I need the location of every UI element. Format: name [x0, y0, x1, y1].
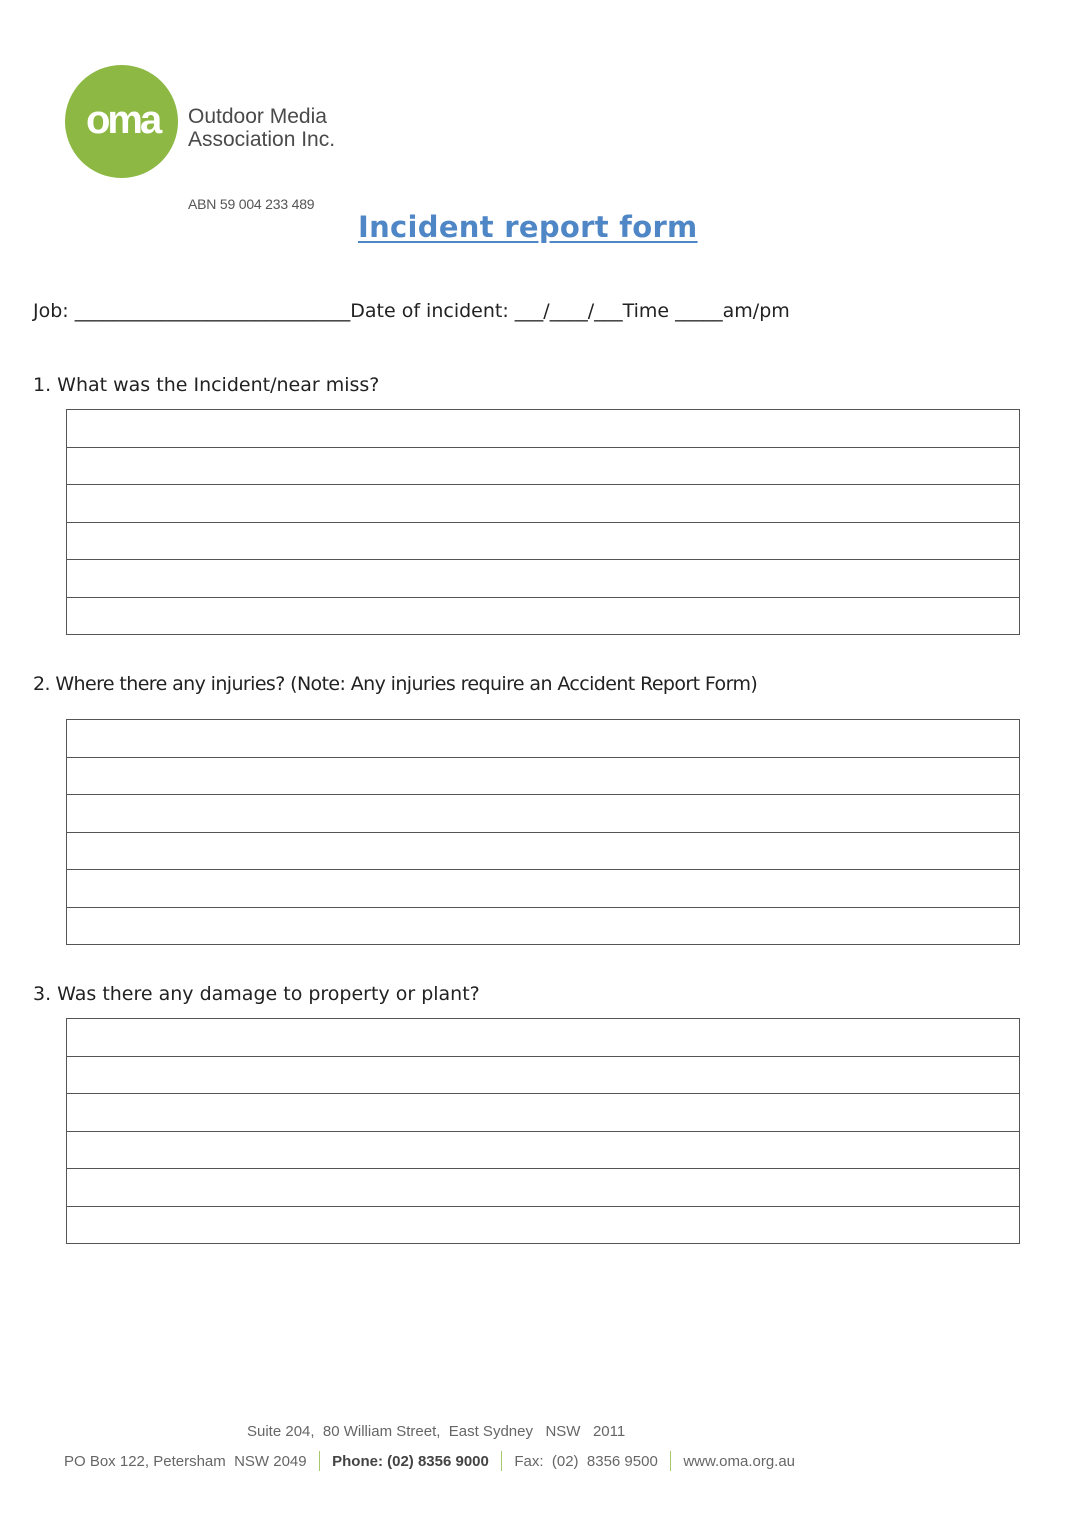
divider — [319, 1451, 321, 1471]
footer-contact-line — [64, 1451, 795, 1471]
ampm-label: am/pm — [722, 300, 790, 322]
footer-website-link[interactable]: www.oma.org.au — [683, 1452, 796, 1470]
answer-line[interactable] — [67, 598, 1019, 636]
answer-line[interactable] — [67, 908, 1019, 946]
header-fields-line — [33, 300, 790, 322]
question-3-label: 3. Was there any damage to property or plant? — [33, 983, 480, 1005]
time-label: Time — [622, 300, 670, 322]
question-2-label: 2. Where there any injuries? (Note: Any injuries require an Accident Report Form) — [33, 673, 758, 695]
time-field[interactable]: _____ — [675, 300, 723, 322]
question-2-answer-box[interactable] — [66, 719, 1020, 945]
footer-po-box: PO Box 122, Petersham NSW 2049 — [64, 1452, 307, 1470]
answer-line[interactable] — [67, 1019, 1019, 1057]
answer-line[interactable] — [67, 833, 1019, 871]
answer-line[interactable] — [67, 1169, 1019, 1207]
job-field[interactable]: _____________________________ — [74, 300, 351, 322]
abn-number: ABN 59 004 233 489 — [188, 196, 315, 212]
answer-line[interactable] — [67, 448, 1019, 486]
footer-phone: Phone: (02) 8356 9000 — [332, 1452, 489, 1470]
answer-line[interactable] — [67, 410, 1019, 448]
organization-name — [188, 105, 335, 151]
question-1-answer-box[interactable] — [66, 409, 1020, 635]
organization-name-line1: Outdoor Media — [188, 105, 327, 128]
divider — [670, 1451, 672, 1471]
question-3-answer-box[interactable] — [66, 1018, 1020, 1244]
page-title: Incident report form — [358, 210, 698, 244]
date-field[interactable]: ___/____/___ — [514, 300, 623, 322]
answer-line[interactable] — [67, 1207, 1019, 1245]
answer-line[interactable] — [67, 870, 1019, 908]
answer-line[interactable] — [67, 720, 1019, 758]
answer-line[interactable] — [67, 485, 1019, 523]
answer-line[interactable] — [67, 1094, 1019, 1132]
answer-line[interactable] — [67, 1132, 1019, 1170]
answer-line[interactable] — [67, 1057, 1019, 1095]
date-label: Date of incident: — [350, 300, 509, 322]
answer-line[interactable] — [67, 523, 1019, 561]
answer-line[interactable] — [67, 560, 1019, 598]
logo-mark: oma — [86, 98, 160, 142]
divider — [501, 1451, 503, 1471]
job-label: Job: — [33, 300, 69, 322]
answer-line[interactable] — [67, 758, 1019, 796]
footer-address: Suite 204, 80 William Street, East Sydney NSW 2011 — [247, 1423, 626, 1440]
answer-line[interactable] — [67, 795, 1019, 833]
organization-name-line2: Association Inc. — [188, 128, 336, 151]
question-1-label: 1. What was the Incident/near miss? — [33, 374, 380, 396]
footer-fax: Fax: (02) 8356 9500 — [514, 1452, 658, 1470]
